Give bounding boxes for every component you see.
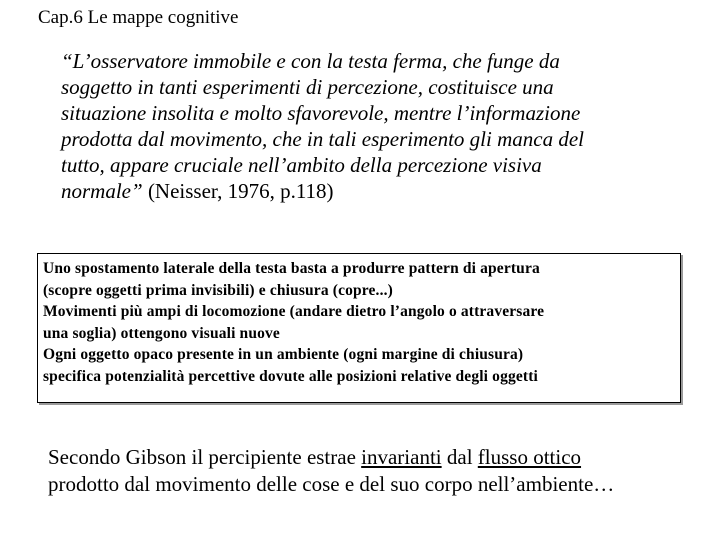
box-line: (scopre oggetti prima invisibili) e chiusura (copre...) [43,281,393,299]
info-box [37,253,681,403]
quote-last-line [61,178,701,204]
box-line: una soglia) ottengono visuali nuove [43,324,280,342]
statement-line-1 [48,444,708,471]
statement-line-2: prodotto dal movimento delle cose e del suo corpo nell’ambiente… [48,472,615,496]
quote-citation: (Neisser, 1976, p.118) [142,179,334,203]
slide-title: Cap.6 Le mappe cognitive [38,7,239,28]
box-line: Movimenti più ampi di locomozione (andare dietro l’angolo o attraversare [43,303,545,320]
neisser-quote [61,48,701,204]
quote-line: situazione insolita e molto sfavorevole, mentre l’informazione [61,101,581,125]
quote-line: soggetto in tanti esperimenti di percezione, costituisce una [61,75,554,99]
gibson-statement [48,444,708,498]
box-line: Uno spostamento laterale della testa basta a produrre pattern di apertura [43,260,540,277]
statement-text: dal [441,445,478,469]
quote-line: “L’osservatore immobile e con la testa ferma, che funge da [61,49,560,73]
flusso-ottico-term: flusso ottico [477,445,582,469]
box-line: specifica potenzialità percettive dovute alle posizioni relative degli oggetti [43,367,538,385]
statement-text: Secondo Gibson il percipiente estrae [48,445,362,469]
quote-line: normale” [61,179,143,203]
quote-line: tutto, appare cruciale nell’ambito della percezione visiva [61,153,542,177]
invarianti-term: invarianti [361,445,442,469]
quote-line: prodotta dal movimento, che in tali esperimento gli manca del [61,127,584,151]
box-line: Ogni oggetto opaco presente in un ambiente (ogni margine di chiusura) [43,346,524,363]
